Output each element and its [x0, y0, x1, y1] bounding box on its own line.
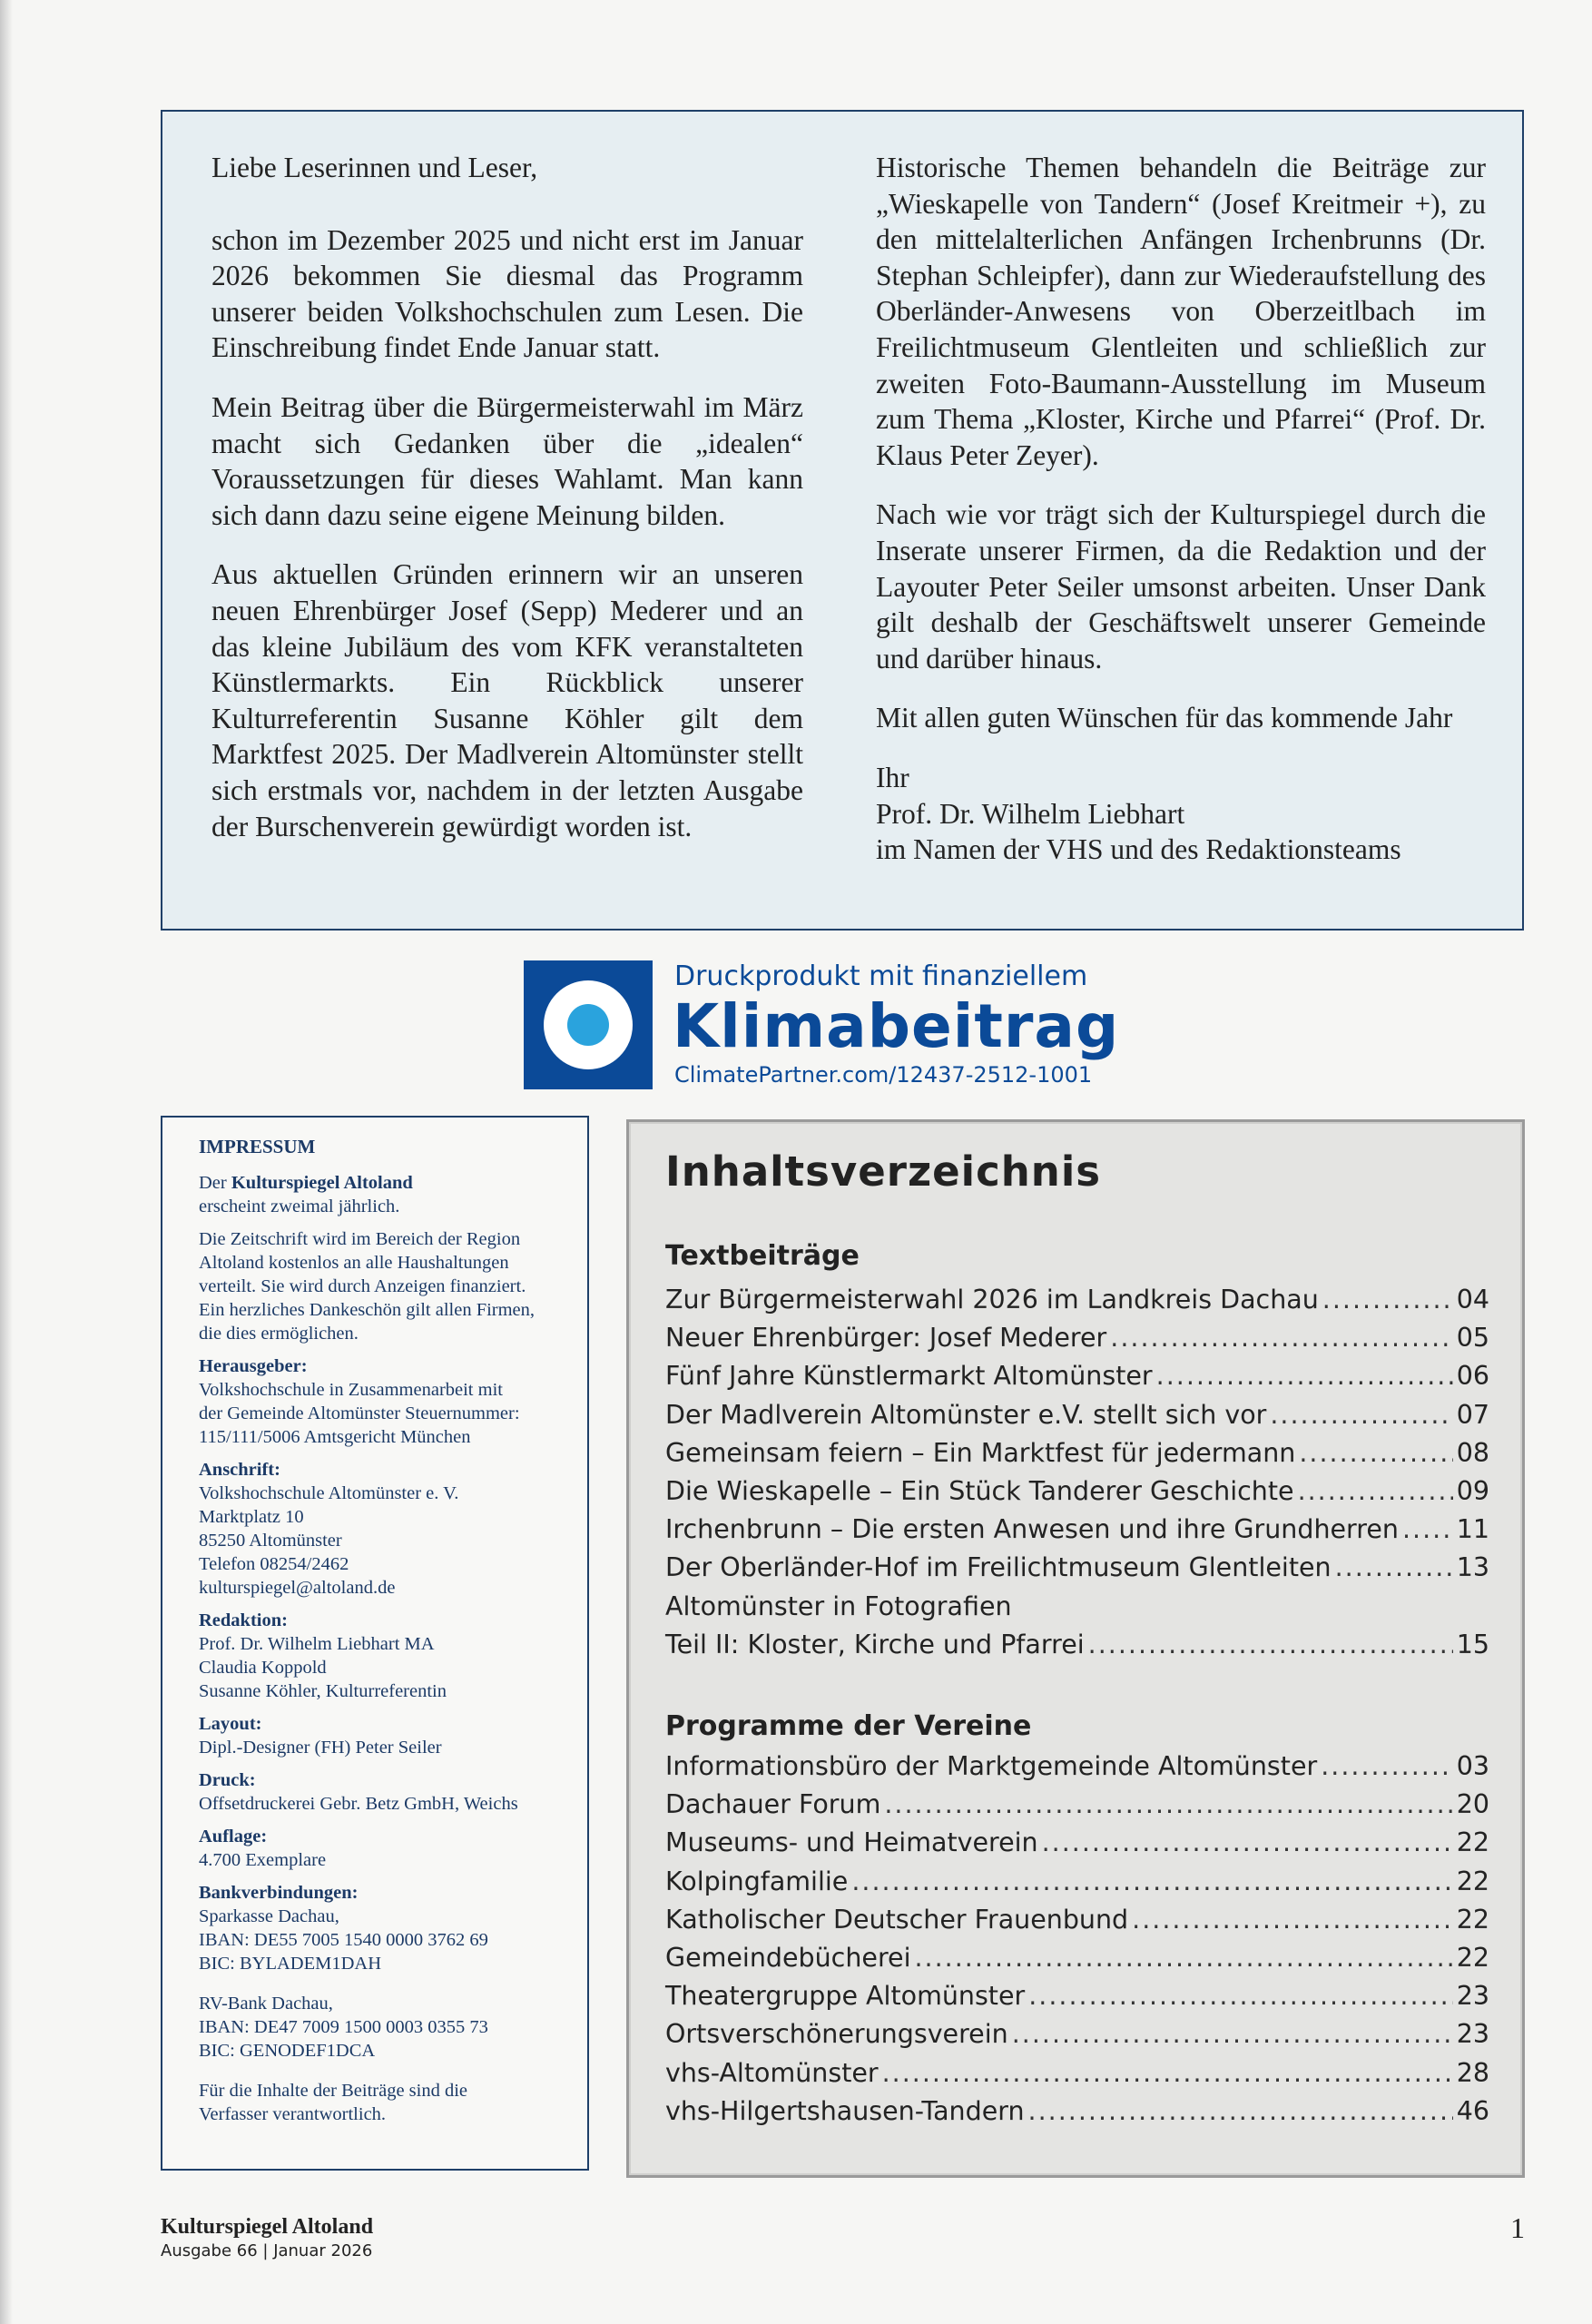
- editorial-wishes: Mit allen guten Wünschen für das kommende Jahr: [876, 702, 1453, 734]
- impressum-line: Altoland kostenlos an alle Haushaltungen: [199, 1253, 509, 1273]
- impressum-label: Druck:: [199, 1770, 256, 1790]
- toc-entry[interactable]: vhs-Hilgertshausen-Tandern ..... 46: [665, 2093, 1489, 2131]
- impressum-line: IBAN: DE47 7009 1500 0003 0355 73: [199, 2017, 488, 2037]
- climate-subtitle: Druckprodukt mit finanziellem: [674, 960, 1088, 992]
- editorial-signature: [876, 760, 1486, 868]
- editorial-paragraph: Nach wie vor trägt sich der Kulturspiegel durch die Inserate unserer Firmen, da die Redaktion und der Layouter Peter Seiler umsonst arbeiten. Unser Dank gilt deshalb der Geschäftswelt unserer Gemeinde und darüber hinaus.: [876, 498, 1486, 675]
- table-of-contents: [626, 1119, 1525, 2178]
- impressum-email[interactable]: kulturspiegel@altoland.de: [199, 1578, 396, 1598]
- impressum-distribution: [199, 1227, 567, 1345]
- impressum-layout: [199, 1712, 567, 1759]
- impressum-line: Für die Inhalte der Beiträge sind die: [199, 2081, 468, 2101]
- toc-section-heading: Textbeiträge: [665, 1240, 860, 1272]
- impressum-disclaimer: [199, 2079, 567, 2126]
- toc-title: Inhaltsverzeichnis: [665, 1147, 1102, 1196]
- editorial-right-column: [876, 150, 1486, 868]
- toc-section-heading: Programme der Vereine: [665, 1710, 1032, 1742]
- signature-name: Prof. Dr. Wilhelm Liebhart: [876, 797, 1185, 830]
- toc-entry-title-line[interactable]: Altomünster in Fotografien: [665, 1590, 1012, 1621]
- climate-partner-badge: [524, 960, 1177, 1095]
- impressum-line: erscheint zweimal jährlich.: [199, 1196, 400, 1216]
- toc-entry[interactable]: vhs-Altomünster ..... 28: [665, 2054, 1489, 2093]
- impressum-line: Verfasser verantwortlich.: [199, 2104, 387, 2124]
- editorial-greeting: Liebe Leserinnen und Leser,: [211, 152, 538, 183]
- impressum-magazine-name: Kulturspiegel Altoland: [231, 1173, 413, 1193]
- editorial-letter-box: [161, 110, 1524, 931]
- toc-entry[interactable]: Die Wieskapelle – Ein Stück Tanderer Geschichte ..... 09: [665, 1472, 1489, 1511]
- footer-issue: Ausgabe 66 | Januar 2026: [161, 2241, 373, 2260]
- impressum-line: RV-Bank Dachau,: [199, 1994, 333, 2014]
- impressum-line: Telefon 08254/2462: [199, 1554, 349, 1574]
- editorial-paragraph: schon im Dezember 2025 und nicht erst im Januar 2026 bekommen Sie diesmal das Programm unserer beiden Volkshochschulen zum Lesen. Die Einschreibung findet Ende Januar statt.: [211, 223, 803, 364]
- impressum-publisher: [199, 1354, 567, 1449]
- impressum-label: Layout:: [199, 1714, 262, 1734]
- impressum-bank-2: [199, 1992, 567, 2063]
- impressum-line: Volkshochschule in Zusammenarbeit mit: [199, 1380, 503, 1400]
- toc-entry[interactable]: Katholischer Deutscher Frauenbund ..... 22: [665, 1901, 1489, 1939]
- climate-logo-icon: [524, 960, 653, 1089]
- toc-entry[interactable]: Theatergruppe Altomünster ..... 23: [665, 1977, 1489, 2015]
- impressum-line: 85250 Altomünster: [199, 1531, 342, 1551]
- impressum-line: Marktplatz 10: [199, 1507, 304, 1527]
- toc-entries-text: [665, 1281, 1489, 1664]
- toc-entry[interactable]: Ortsverschönerungsverein ..... 23: [665, 2015, 1489, 2053]
- impressum-line: BIC: BYLADEM1DAH: [199, 1954, 382, 1974]
- toc-entry[interactable]: Der Oberländer-Hof im Freilichtmuseum Glentleiten ..... 13: [665, 1549, 1489, 1587]
- toc-entry[interactable]: Dachauer Forum ..... 20: [665, 1786, 1489, 1824]
- footer-magazine-name: Kulturspiegel Altoland: [161, 2215, 374, 2239]
- editorial-paragraph: Aus aktuellen Gründen erinnern wir an unseren neuen Ehrenbürger Josef (Sepp) Mederer und an das kleine Jubiläum des vom KFK veranstalteten Künstlermarkts. Ein Rückblick unserer Kulturreferentin Susanne Köhler gilt dem Marktfest 2025. Der Madlverein Altomünster stellt sich erstmals vor, nachdem in der letzten Ausgabe der Burschenverein gewürdigt worden ist.: [211, 558, 803, 842]
- impressum-intro-prefix: Der: [199, 1173, 231, 1193]
- toc-entry[interactable]: Der Madlverein Altomünster e.V. stellt sich vor ..... 07: [665, 1396, 1489, 1434]
- signature-line: im Namen der VHS und des Redaktionsteams: [876, 833, 1401, 866]
- impressum-title: IMPRESSUM: [199, 1136, 316, 1157]
- toc-entry[interactable]: Irchenbrunn – Die ersten Anwesen und ihre Grundherren ..... 11: [665, 1511, 1489, 1549]
- toc-entry[interactable]: Zur Bürgermeisterwahl 2026 im Landkreis Dachau ..... 04: [665, 1281, 1489, 1319]
- toc-entry[interactable]: Informationsbüro der Marktgemeinde Altomünster ..... 03: [665, 1748, 1489, 1786]
- impressum-line: BIC: GENODEF1DCA: [199, 2041, 376, 2061]
- toc-entry[interactable]: Kolpingfamilie ..... 22: [665, 1863, 1489, 1901]
- impressum-line: Susanne Köhler, Kulturreferentin: [199, 1681, 447, 1701]
- impressum-line: Offsetdruckerei Gebr. Betz GmbH, Weichs: [199, 1794, 518, 1814]
- impressum-box: [161, 1116, 589, 2171]
- editorial-paragraph: Historische Themen behandeln die Beiträge zur „Wieskapelle von Tandern“ (Josef Kreitmeir +), zu den mittelalterlichen Anfängen Irchenbrunns (Dr. Stephan Schleipfer), dann zur Wiederaufstellung des Oberländer-Anwesens von Oberzeitlbach im Freilichtmuseum Glentleiten und schließlich zur zweiten Foto-Baumann-Ausstellung im Museum zum Thema „Kloster, Kirche und Pfarrei“ (Prof. Dr. Klaus Peter Zeyer).: [876, 152, 1486, 471]
- impressum-line: Sparkasse Dachau,: [199, 1906, 339, 1926]
- signature-line: Ihr: [876, 761, 909, 793]
- impressum-circulation: [199, 1825, 567, 1872]
- impressum-line: Claudia Koppold: [199, 1658, 327, 1678]
- climate-url: ClimatePartner.com/12437-2512-1001: [674, 1062, 1093, 1088]
- scan-edge: [0, 0, 13, 2324]
- impressum-editorial: [199, 1609, 567, 1703]
- climate-title: Klimabeitrag: [673, 991, 1120, 1061]
- impressum-line: 4.700 Exemplare: [199, 1850, 327, 1870]
- impressum-line: Prof. Dr. Wilhelm Liebhart MA: [199, 1634, 435, 1654]
- impressum-label: Redaktion:: [199, 1610, 288, 1630]
- impressum-intro: [199, 1171, 567, 1218]
- impressum-label: Herausgeber:: [199, 1356, 308, 1376]
- toc-entry[interactable]: Gemeindebücherei ..... 22: [665, 1939, 1489, 1977]
- impressum-line: Ein herzliches Dankeschön gilt allen Firmen,: [199, 1300, 536, 1320]
- impressum-print: [199, 1768, 567, 1816]
- page-footer: [161, 2215, 373, 2260]
- impressum-line: verteilt. Sie wird durch Anzeigen finanziert.: [199, 1276, 526, 1296]
- impressum-label: Auflage:: [199, 1827, 268, 1846]
- toc-entry[interactable]: Museums- und Heimatverein ..... 22: [665, 1824, 1489, 1862]
- editorial-left-column: [211, 150, 803, 868]
- impressum-line: Volkshochschule Altomünster e. V.: [199, 1483, 459, 1503]
- impressum-line: 115/111/5006 Amtsgericht München: [199, 1427, 471, 1447]
- toc-entry[interactable]: Teil II: Kloster, Kirche und Pfarrei ..... 15: [665, 1626, 1489, 1664]
- impressum-label: Bankverbindungen:: [199, 1883, 359, 1903]
- impressum-line: Die Zeitschrift wird im Bereich der Region: [199, 1229, 521, 1249]
- toc-entries-clubs: [665, 1748, 1489, 2131]
- toc-entry[interactable]: Neuer Ehrenbürger: Josef Mederer ..... 05: [665, 1319, 1489, 1357]
- editorial-paragraph: Mein Beitrag über die Bürgermeisterwahl im März macht sich Gedanken über die „idealen“ Voraussetzungen für dieses Wahlamt. Man kann sich dann dazu seine eigene Meinung bilden.: [211, 390, 803, 531]
- page-number: 1: [1510, 2211, 1525, 2244]
- impressum-line: IBAN: DE55 7005 1540 0000 3762 69: [199, 1930, 488, 1950]
- impressum-line: die dies ermöglichen.: [199, 1324, 359, 1344]
- impressum-line: der Gemeinde Altomünster Steuernummer:: [199, 1403, 520, 1423]
- impressum-address: [199, 1458, 567, 1600]
- impressum-bank: [199, 1881, 567, 1975]
- toc-entry[interactable]: Gemeinsam feiern – Ein Marktfest für jedermann ..... 08: [665, 1434, 1489, 1472]
- impressum-line: Dipl.-Designer (FH) Peter Seiler: [199, 1738, 442, 1758]
- toc-entry[interactable]: Fünf Jahre Künstlermarkt Altomünster ..... 06: [665, 1357, 1489, 1395]
- impressum-label: Anschrift:: [199, 1460, 280, 1480]
